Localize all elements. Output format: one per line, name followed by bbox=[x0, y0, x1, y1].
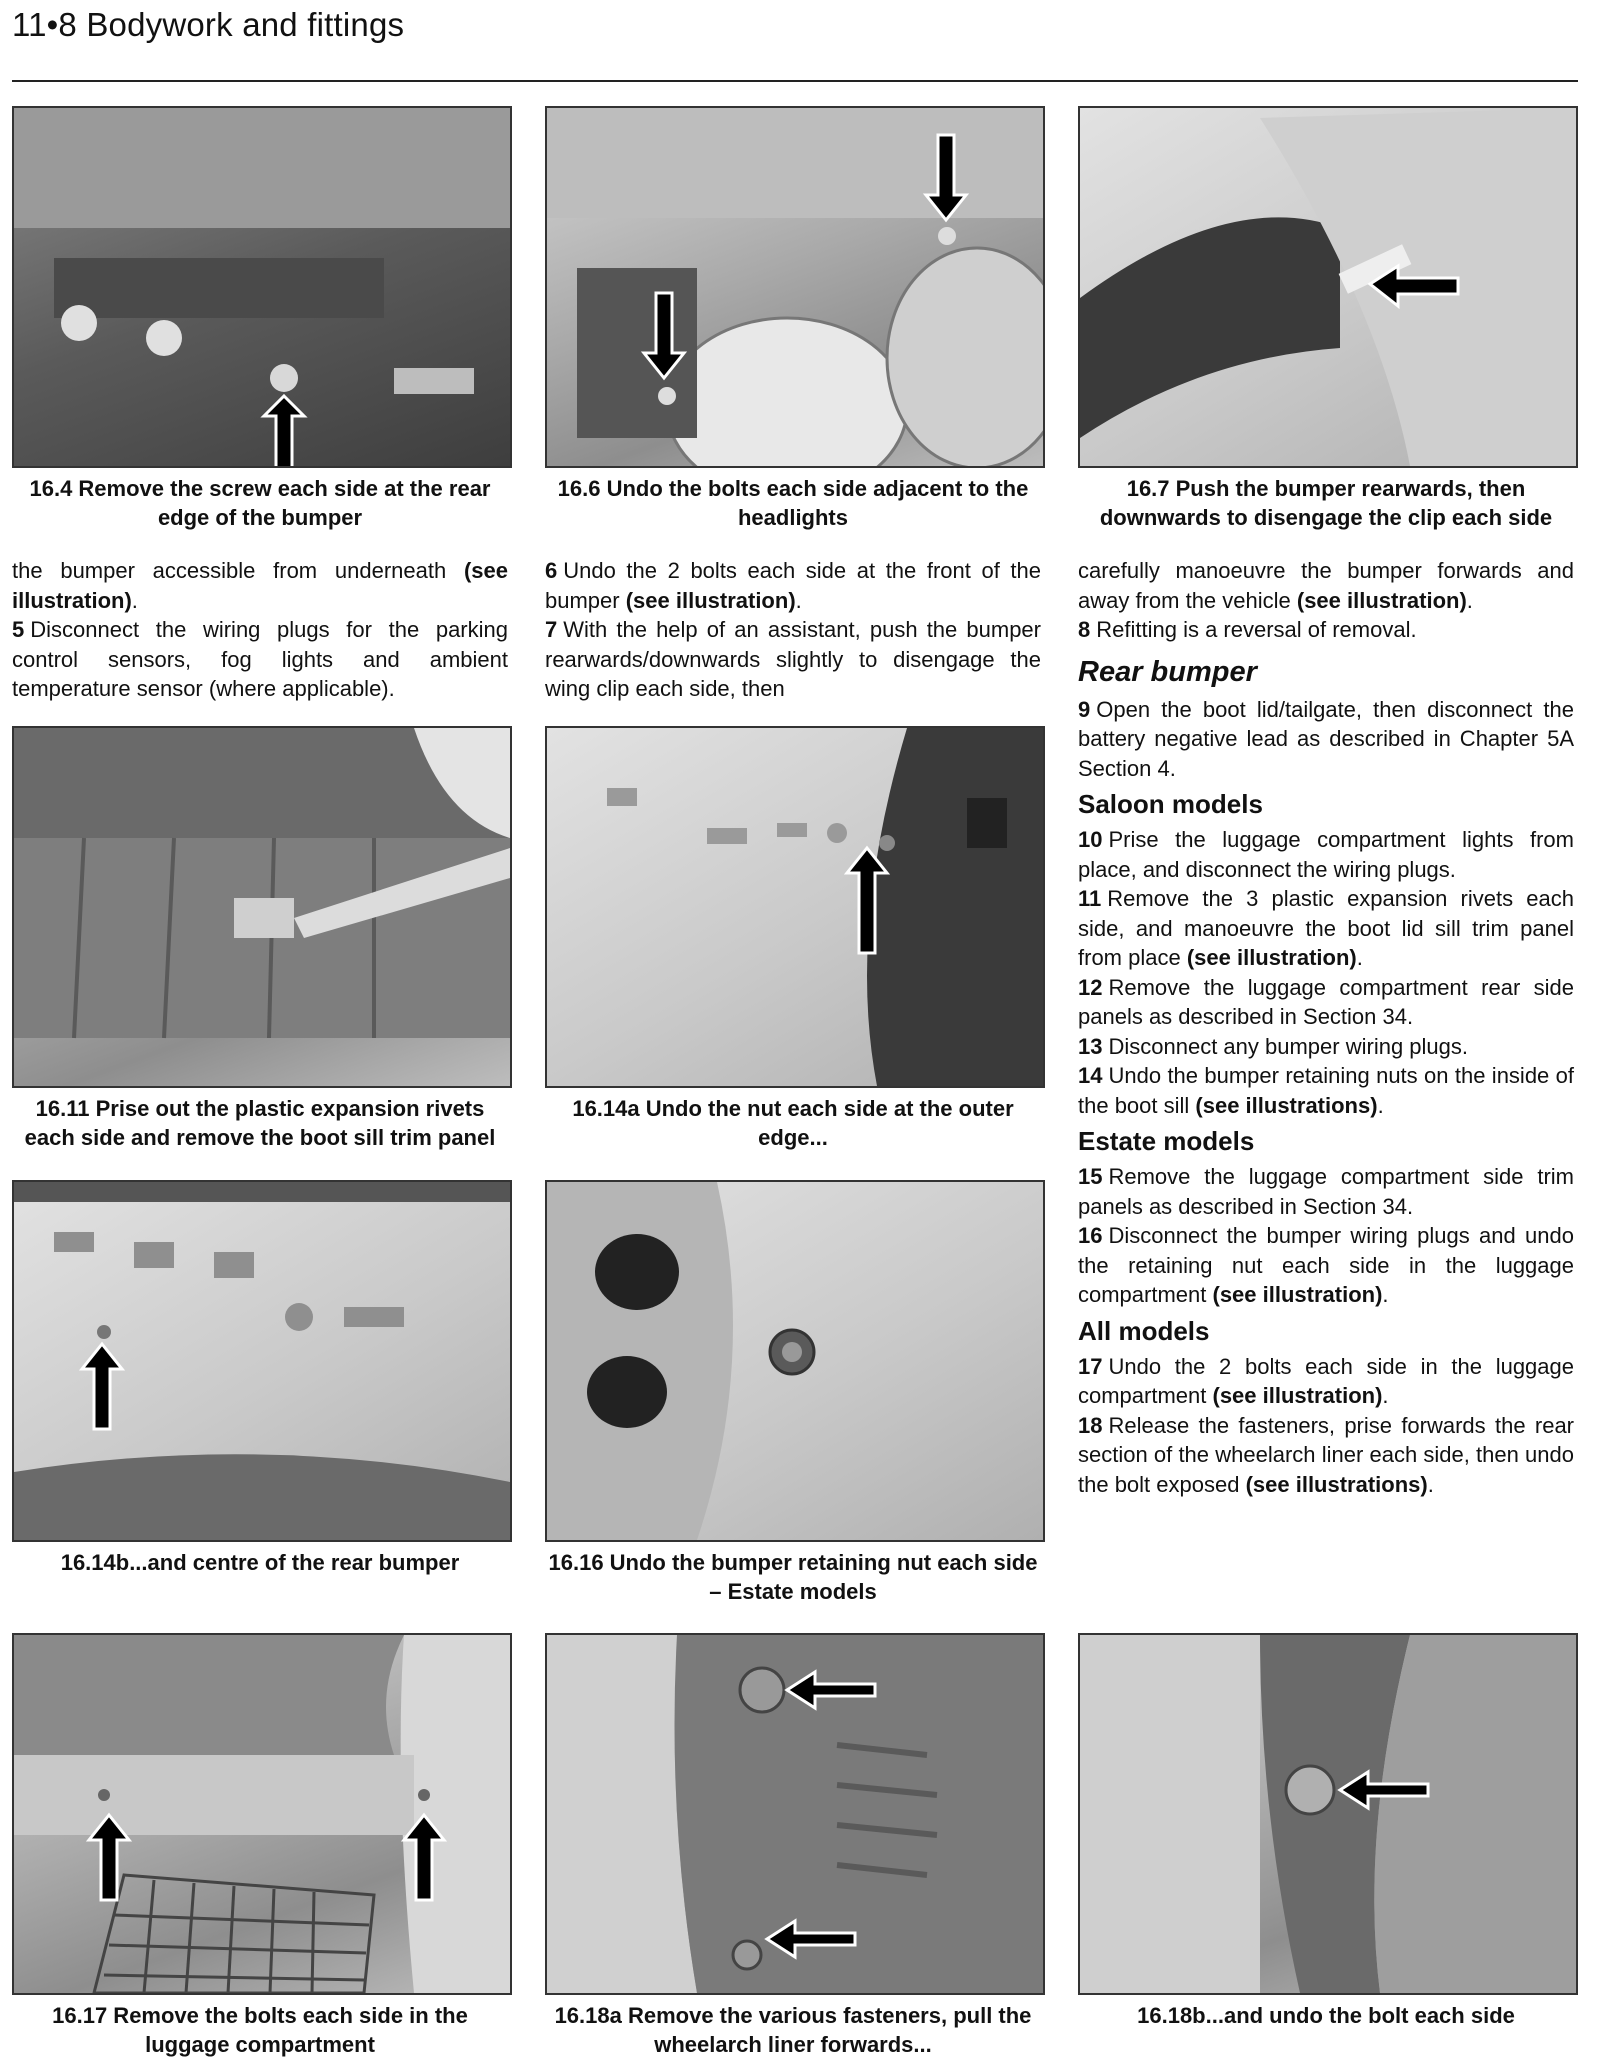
paragraph-17 bbox=[1078, 1352, 1574, 1411]
step-number: 12 bbox=[1078, 974, 1103, 1000]
subheading-estate-models: Estate models bbox=[1078, 1126, 1255, 1156]
page-header: 11•8 Bodywork and fittings bbox=[12, 6, 405, 43]
photo-16-11 bbox=[12, 726, 512, 1088]
paragraph-text: Prise the luggage compartment lights from place, and disconnect the wiring plugs. bbox=[1078, 827, 1574, 882]
subheading-saloon-models: Saloon models bbox=[1078, 789, 1263, 819]
illustration-reference: (see illustrations) bbox=[1195, 1092, 1378, 1118]
step-number: 9 bbox=[1078, 696, 1091, 722]
photo-16-4-drawing bbox=[14, 108, 510, 466]
paragraph-6 bbox=[545, 556, 1041, 615]
paragraph-continued bbox=[12, 556, 508, 615]
figure-caption-16-16: 16.16 Undo the bumper retaining nut each side – Estate models bbox=[548, 1550, 1038, 1604]
paragraph-text: carefully manoeuvre the bumper forwards and away from the vehicle bbox=[1078, 558, 1574, 613]
paragraph-continued bbox=[1078, 556, 1574, 615]
paragraph-text: Undo the 2 bolts each side in the luggage compartment bbox=[1078, 1353, 1574, 1408]
step-number: 5 bbox=[12, 617, 25, 642]
paragraph-punct: . bbox=[131, 587, 138, 613]
paragraph-punct: . bbox=[1427, 1471, 1434, 1497]
photo-16-6 bbox=[545, 106, 1045, 468]
paragraph-text: Refitting is a reversal of removal. bbox=[1096, 617, 1417, 642]
paragraph-text: the bumper accessible from underneath bbox=[12, 558, 464, 583]
photo-16-16-drawing bbox=[547, 1182, 1043, 1540]
paragraph-punct: . bbox=[1466, 587, 1473, 613]
photo-16-18b-drawing bbox=[1080, 1635, 1576, 1993]
photo-16-14a-drawing bbox=[547, 728, 1043, 1086]
photo-16-14b-drawing bbox=[14, 1182, 510, 1540]
paragraph-16 bbox=[1078, 1221, 1574, 1310]
paragraph-punct: . bbox=[1382, 1383, 1389, 1408]
paragraph-text: With the help of an assistant, push the bumper rearwards/downwards slightly to disengage the wing clip each side, then bbox=[545, 617, 1041, 701]
illustration-reference: (see illustration) bbox=[1212, 1282, 1383, 1307]
paragraph-punct: . bbox=[795, 587, 802, 613]
illustration-reference: (see illustration) bbox=[1186, 945, 1357, 970]
photo-16-18a-drawing bbox=[547, 1635, 1043, 1993]
paragraph-text: Release the fasteners, prise forwards the rear section of the wheelarch liner each side, then undo the bolt exposed bbox=[1078, 1412, 1574, 1497]
photo-16-18b bbox=[1078, 1633, 1578, 1995]
photo-16-16 bbox=[545, 1180, 1045, 1542]
paragraph-text: Disconnect the wiring plugs for the parking control sensors, fog lights and ambient temperature sensor (where applicable). bbox=[12, 617, 508, 701]
figure-caption-16-14a: 16.14a Undo the nut each side at the outer edge... bbox=[572, 1096, 1014, 1150]
illustration-reference: (see illustration) bbox=[1296, 587, 1467, 613]
figure-caption-16-18a: 16.18a Remove the various fasteners, pull the wheelarch liner forwards... bbox=[554, 2003, 1032, 2057]
paragraph-text: Remove the 3 plastic expansion rivets each side, and manoeuvre the boot lid sill trim panel from place bbox=[1078, 886, 1574, 970]
paragraph-text: Undo the bumper retaining nuts on the inside of the boot sill bbox=[1078, 1063, 1574, 1118]
text-column-1 bbox=[12, 556, 508, 704]
illustration-reference: (see illustration) bbox=[625, 587, 796, 613]
photo-16-18a bbox=[545, 1633, 1045, 1995]
paragraph-13 bbox=[1078, 1032, 1574, 1062]
paragraph-punct: . bbox=[1382, 1282, 1389, 1307]
figure-caption-16-7: 16.7 Push the bumper rearwards, then downwards to disengage the clip each side bbox=[1099, 476, 1553, 530]
step-number: 7 bbox=[545, 617, 558, 642]
step-number: 10 bbox=[1078, 827, 1103, 852]
step-number: 17 bbox=[1078, 1353, 1103, 1379]
photo-16-4 bbox=[12, 106, 512, 468]
figure-caption-16-4: 16.4 Remove the screw each side at the rear edge of the bumper bbox=[29, 476, 491, 530]
paragraph-12 bbox=[1078, 973, 1574, 1032]
step-number: 15 bbox=[1078, 1164, 1103, 1189]
photo-16-11-drawing bbox=[14, 728, 510, 1086]
paragraph-11 bbox=[1078, 884, 1574, 973]
figure-caption-16-17: 16.17 Remove the bolts each side in the luggage compartment bbox=[52, 2003, 468, 2057]
paragraph-18 bbox=[1078, 1411, 1574, 1500]
step-number: 14 bbox=[1078, 1063, 1103, 1088]
illustration-reference: (see illustration) bbox=[1212, 1383, 1383, 1408]
paragraph-8 bbox=[1078, 615, 1574, 645]
section-heading-rear-bumper: Rear bumper bbox=[1078, 655, 1257, 688]
photo-16-6-drawing bbox=[547, 108, 1043, 466]
step-number: 18 bbox=[1078, 1412, 1103, 1438]
step-number: 6 bbox=[545, 558, 558, 583]
paragraph-10 bbox=[1078, 825, 1574, 884]
text-column-3 bbox=[1078, 556, 1574, 1499]
illustration-reference: (see illustrations) bbox=[1245, 1471, 1428, 1497]
figure-caption-16-18b: 16.18b...and undo the bolt each side bbox=[1137, 2003, 1515, 2028]
paragraph-text: Remove the luggage compartment side trim panels as described in Section 34. bbox=[1078, 1164, 1574, 1219]
photo-16-17-drawing bbox=[14, 1635, 510, 1993]
paragraph-text: Undo the 2 bolts each side at the front of the bumper bbox=[545, 558, 1041, 613]
paragraph-punct: . bbox=[1377, 1092, 1384, 1118]
paragraph-text: Open the boot lid/tailgate, then disconnect the battery negative lead as described in Chapter 5A Section 4. bbox=[1078, 696, 1574, 781]
step-number: 8 bbox=[1078, 617, 1091, 642]
step-number: 13 bbox=[1078, 1033, 1103, 1059]
paragraph-punct: . bbox=[1356, 945, 1363, 970]
step-number: 16 bbox=[1078, 1223, 1103, 1248]
subheading-all-models: All models bbox=[1078, 1315, 1210, 1346]
paragraph-text: Disconnect any bumper wiring plugs. bbox=[1108, 1033, 1468, 1059]
paragraph-text: Disconnect the bumper wiring plugs and undo the retaining nut each side in the luggage compartment bbox=[1078, 1223, 1574, 1307]
paragraph-7 bbox=[545, 615, 1041, 704]
pointer-arrow-icon bbox=[264, 396, 304, 466]
photo-16-17 bbox=[12, 1633, 512, 1995]
paragraph-15 bbox=[1078, 1162, 1574, 1221]
figure-caption-16-6: 16.6 Undo the bolts each side adjacent to the headlights bbox=[557, 476, 1029, 530]
photo-16-7-drawing bbox=[1080, 108, 1576, 466]
step-number: 11 bbox=[1078, 886, 1102, 911]
text-column-2 bbox=[545, 556, 1041, 704]
header-rule bbox=[12, 80, 1578, 82]
pointer-arrow-icon bbox=[82, 1344, 122, 1429]
photo-16-14a bbox=[545, 726, 1045, 1088]
illustration-reference: (see illustration) bbox=[12, 558, 508, 613]
figure-caption-16-11: 16.11 Prise out the plastic expansion rivets each side and remove the boot sill trim panel bbox=[24, 1096, 496, 1150]
paragraph-text: Remove the luggage compartment rear side panels as described in Section 34. bbox=[1078, 974, 1574, 1029]
photo-16-7 bbox=[1078, 106, 1578, 468]
figure-caption-16-14b: 16.14b...and centre of the rear bumper bbox=[60, 1550, 460, 1575]
photo-16-14b bbox=[12, 1180, 512, 1542]
paragraph-14 bbox=[1078, 1061, 1574, 1120]
paragraph-5 bbox=[12, 615, 508, 704]
paragraph-9 bbox=[1078, 695, 1574, 784]
